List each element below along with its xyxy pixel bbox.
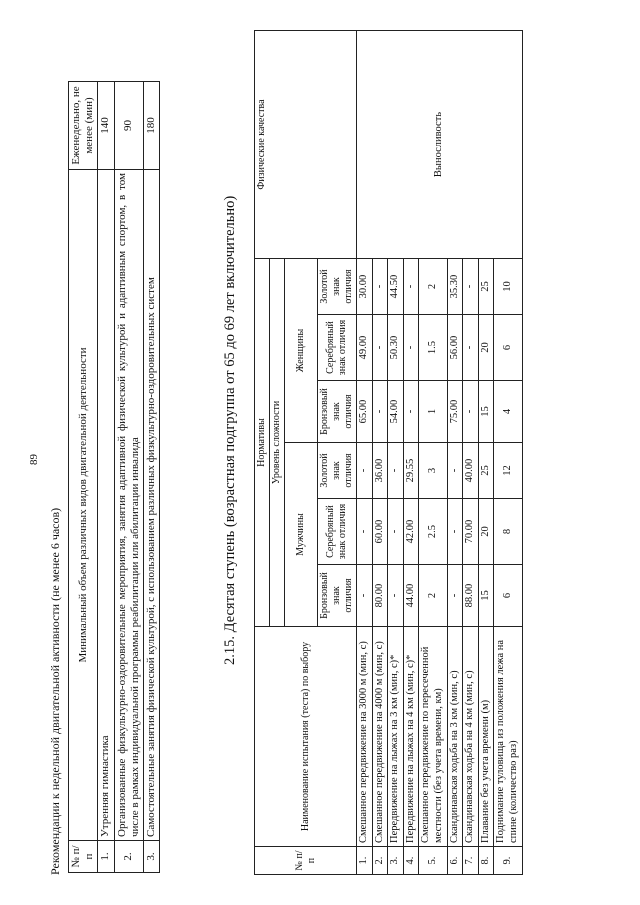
table-row (114, 82, 143, 873)
norm-value-mb: 2 (419, 565, 447, 627)
norm-value-mb: - (447, 565, 463, 627)
row-num: 2. (372, 847, 388, 875)
row-num: 4. (403, 847, 419, 875)
women-bronze-header: Бронзовый знак отличия (318, 381, 357, 443)
norm-value-mb: 6 (494, 565, 522, 627)
women-silver-header: Серебряный знак отличия (318, 315, 357, 381)
row-num: 8. (478, 847, 494, 875)
row-test-name: Скандинавская ходьба на 4 км (мин, с) (463, 627, 479, 847)
row-test-name: Смешанное передвижение на 4000 м (мин, с) (372, 627, 388, 847)
quality-header: Физические качества (255, 31, 357, 259)
norm-value-mg: - (447, 443, 463, 499)
norm-value-mg: 25 (478, 443, 494, 499)
row-test-name: Смешанное передвижение на 3000 м (мин, с) (357, 627, 373, 847)
norm-value-mg: 3 (419, 443, 447, 499)
activity-heading: Рекомендации к недельной двигательной активности (не менее 6 часов) (48, 507, 62, 875)
norm-value-wb: - (463, 381, 479, 443)
norm-value-ms: 20 (478, 499, 494, 565)
norm-value-wb: 15 (478, 381, 494, 443)
row-weekly: 90 (114, 82, 143, 170)
norm-value-mb: 88.00 (463, 565, 479, 627)
norm-value-ms: 42.00 (403, 499, 419, 565)
norm-value-ws: 20 (478, 315, 494, 381)
difficulty-header: Уровень сложности (270, 259, 285, 627)
test-name-header: Наименование испытания (теста) по выбору (255, 627, 357, 847)
num-header: № п/п (255, 847, 357, 875)
norm-value-wg: - (403, 259, 419, 315)
row-num: 2. (114, 841, 143, 873)
norm-value-mg: - (357, 443, 373, 499)
norm-value-ms: 8 (494, 499, 522, 565)
women-gold-header: Золотой знак отличия (318, 259, 357, 315)
norm-value-ws: 49.00 (357, 315, 373, 381)
norm-value-wg: 10 (494, 259, 522, 315)
norms-table (254, 30, 523, 875)
activity-header-row (69, 82, 98, 873)
row-num: 3. (388, 847, 404, 875)
row-weekly: 180 (143, 82, 159, 170)
norm-value-wg: 30.00 (357, 259, 373, 315)
norm-value-wg: 2 (419, 259, 447, 315)
norm-value-ms: 60.00 (372, 499, 388, 565)
row-num: 6. (447, 847, 463, 875)
norm-value-wb: - (403, 381, 419, 443)
table-row (98, 82, 114, 873)
activity-header: Минимальный объем различных видов двигательной деятельности (69, 170, 98, 841)
weekly-header: Еженедельно, не менее (мин) (69, 82, 98, 170)
page-number: 89 (28, 454, 40, 465)
norm-value-wb: 65.00 (357, 381, 373, 443)
norm-value-mg: 36.00 (372, 443, 388, 499)
norm-value-mb: - (357, 565, 373, 627)
row-num: 1. (98, 841, 114, 873)
row-test-name: Передвижение на лыжах на 3 км (мин, с)* (388, 627, 404, 847)
row-activity: Организованные физкультурно-оздоровительные мероприятия, занятия адаптивной физической культурой и адаптивным спортом, в том числе в рамках индивидуальной программы реабилитации или абилитации инвалида (114, 170, 143, 841)
norm-value-wg: 25 (478, 259, 494, 315)
row-num: 7. (463, 847, 479, 875)
norm-value-ms: 70.00 (463, 499, 479, 565)
row-weekly: 140 (98, 82, 114, 170)
norm-value-wb: - (372, 381, 388, 443)
norms-header (255, 31, 357, 875)
row-num: 9. (494, 847, 522, 875)
norm-value-wb: 54.00 (388, 381, 404, 443)
norm-value-ws: 50.30 (388, 315, 404, 381)
norm-value-wg: - (463, 259, 479, 315)
row-test-name: Плавание без учета времени (м) (478, 627, 494, 847)
norm-value-mb: 15 (478, 565, 494, 627)
men-header: Мужчины (285, 443, 318, 627)
row-test-name: Поднимание туловища из положения лежа на спине (количество раз) (494, 627, 522, 847)
norm-value-ws: - (372, 315, 388, 381)
norm-value-mg: 29.55 (403, 443, 419, 499)
women-header: Женщины (285, 259, 318, 443)
norm-value-wg: 35.30 (447, 259, 463, 315)
norms-body (357, 31, 523, 875)
norm-value-ws: - (463, 315, 479, 381)
row-num: 1. (357, 847, 373, 875)
norm-value-ws: 1.5 (419, 315, 447, 381)
norms-header-cell: Нормативы (255, 259, 270, 627)
norm-value-ws: - (403, 315, 419, 381)
stage-heading: 2.15. Десятая ступень (возрастная подгруппа от 65 до 69 лет включительно) (222, 195, 238, 665)
norm-value-mb: - (388, 565, 404, 627)
norm-value-mg: 40.00 (463, 443, 479, 499)
row-test-name: Скандинавская ходьба на 3 км (мин, с) (447, 627, 463, 847)
norm-value-ms: 2.5 (419, 499, 447, 565)
norm-value-mg: 12 (494, 443, 522, 499)
norm-value-ms: - (447, 499, 463, 565)
quality-value: Выносливость (357, 31, 523, 259)
norm-value-ms: - (357, 499, 373, 565)
norm-value-wg: 44.50 (388, 259, 404, 315)
norm-value-mb: 44.00 (403, 565, 419, 627)
norm-value-ws: 56.00 (447, 315, 463, 381)
men-silver-header: Серебряный знак отличия (318, 499, 357, 565)
norm-value-wb: 75.00 (447, 381, 463, 443)
row-num: 5. (419, 847, 447, 875)
row-test-name: Смешанное передвижение по пересеченной местности (без учета времени, км) (419, 627, 447, 847)
norm-value-wg: - (372, 259, 388, 315)
activity-table (68, 81, 160, 873)
row-test-name: Передвижение на лыжах на 4 км (мин, с)* (403, 627, 419, 847)
row-activity: Самостоятельные занятия физической культурой, с использованием различных физкультурно-оздоровительных систем (143, 170, 159, 841)
norm-value-wb: 1 (419, 381, 447, 443)
norm-value-ms: - (388, 499, 404, 565)
table-row (143, 82, 159, 873)
men-bronze-header: Бронзовый знак отличия (318, 565, 357, 627)
row-num: 3. (143, 841, 159, 873)
norm-value-wb: 4 (494, 381, 522, 443)
row-activity: Утренняя гимнастика (98, 170, 114, 841)
norm-value-mg: - (388, 443, 404, 499)
norm-value-mb: 80.00 (372, 565, 388, 627)
men-gold-header: Золотой знак отличия (318, 443, 357, 499)
num-header: № п/п (69, 841, 98, 873)
table-row (357, 31, 373, 875)
norm-value-ws: 6 (494, 315, 522, 381)
